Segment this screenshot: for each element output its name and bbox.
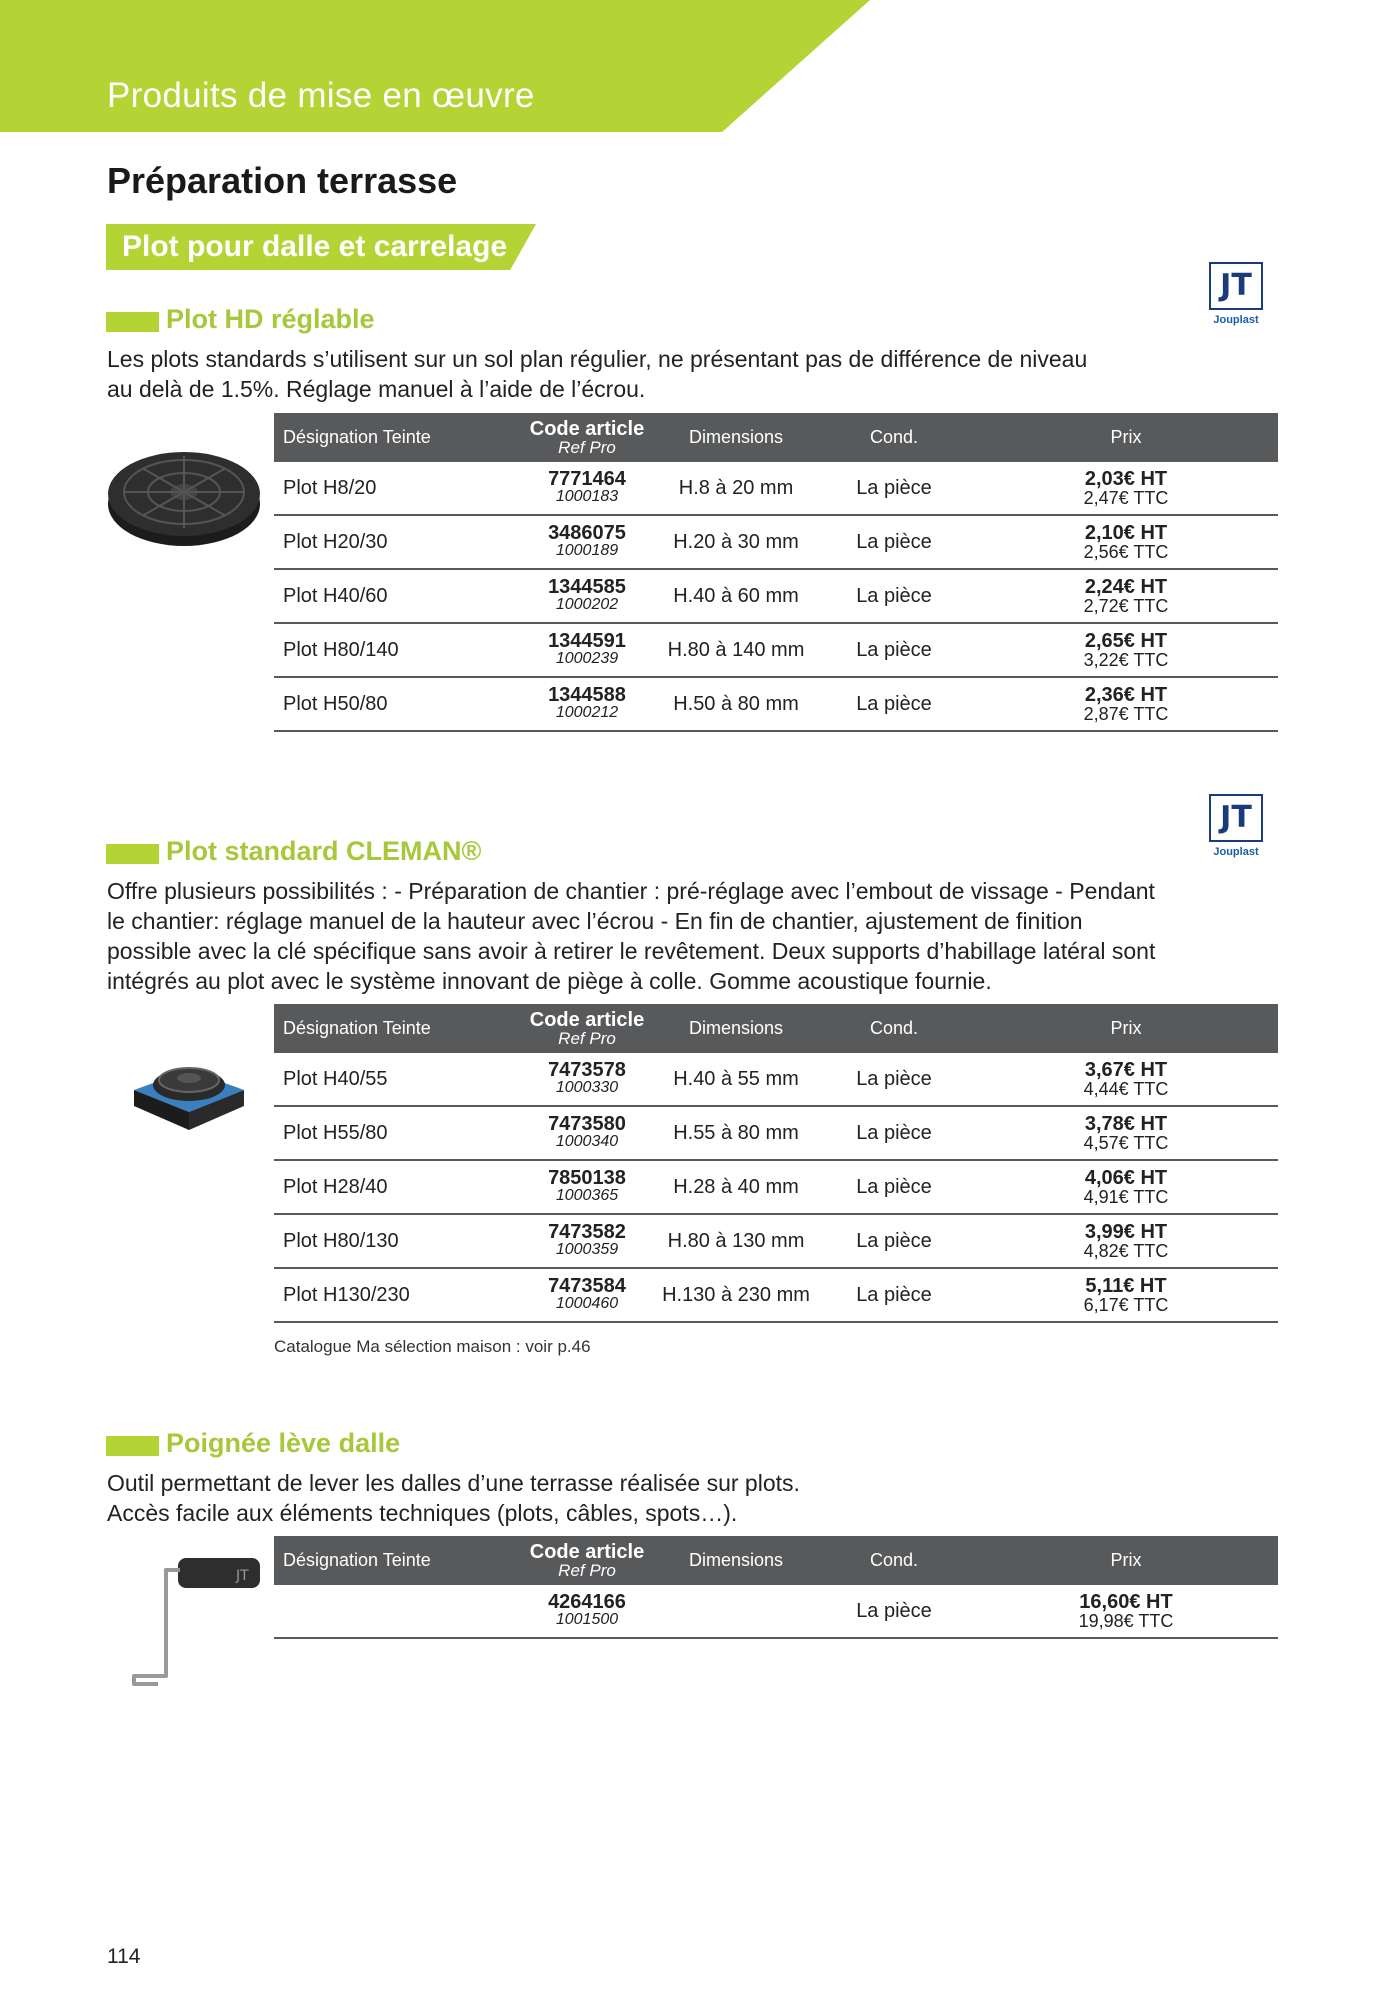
code-cell (516, 623, 658, 677)
price-cell (974, 1268, 1278, 1322)
article-code: 7850138 (548, 1167, 626, 1189)
page-title: Préparation terrasse (107, 160, 458, 201)
cond-cell: La pièce (814, 1053, 974, 1106)
cond-cell: La pièce (814, 515, 974, 569)
poignee-image (128, 1550, 268, 1700)
code-cell (516, 515, 658, 569)
price-cell (974, 1585, 1278, 1638)
price-ht: 3,99€ HT (1084, 1221, 1168, 1243)
cond-cell: La pièce (814, 569, 974, 623)
cond-cell: La pièce (814, 677, 974, 731)
jouplast-logo-mark: JT (1209, 262, 1263, 310)
header-code-label: Code article (529, 417, 645, 440)
svg-text:JT: JT (236, 1568, 249, 1584)
section-description (107, 876, 1155, 996)
article-code: 1344585 (548, 576, 626, 598)
price-ttc: 2,56€ TTC (1083, 542, 1169, 562)
ref-pro: 1000330 (555, 1079, 619, 1096)
section-description (107, 1468, 800, 1528)
table-row (274, 1268, 1278, 1322)
banner-title: Produits de mise en œuvre (107, 76, 535, 115)
dimensions-cell: H.50 à 80 mm (658, 677, 814, 731)
price-cell (974, 1053, 1278, 1106)
price-ttc: 4,44€ TTC (1083, 1079, 1169, 1099)
description-line: intégrés au plot avec le système innovant de piège à colle. Gomme acoustique fournie. (107, 968, 992, 994)
table-row (274, 1214, 1278, 1268)
section-marker (106, 1436, 159, 1456)
header-code-label: Code article (529, 1008, 645, 1031)
description-line: le chantier: réglage manuel de la hauteur avec l’écrou - En fin de chantier, ajustement de finition (107, 908, 1083, 934)
dimensions-cell: H.130 à 230 mm (658, 1268, 814, 1322)
price-ttc: 2,72€ TTC (1083, 596, 1169, 616)
article-code: 7771464 (548, 468, 626, 490)
price-cell (974, 569, 1278, 623)
price-cell (974, 515, 1278, 569)
ref-pro: 1000239 (555, 650, 619, 667)
designation-cell: Plot H55/80 (274, 1106, 516, 1160)
price-ttc: 2,47€ TTC (1083, 488, 1169, 508)
designation-cell (274, 1585, 516, 1638)
table-row (274, 1053, 1278, 1106)
price-ht: 2,03€ HT (1084, 468, 1168, 490)
designation-cell: Plot H8/20 (274, 462, 516, 515)
article-code: 7473580 (548, 1113, 626, 1135)
designation-cell: Plot H50/80 (274, 677, 516, 731)
article-code: 7473584 (548, 1275, 626, 1297)
price-ht: 16,60€ HT (1079, 1591, 1173, 1613)
header-cond: Cond. (814, 1004, 974, 1053)
table-header-row (274, 1536, 1278, 1585)
category-title: Plot pour dalle et carrelage (122, 230, 508, 263)
ref-pro: 1000359 (555, 1241, 619, 1258)
table-row (274, 677, 1278, 731)
price-ht: 4,06€ HT (1084, 1167, 1168, 1189)
section-marker (106, 312, 159, 332)
price-cell (974, 1214, 1278, 1268)
designation-cell: Plot H40/55 (274, 1053, 516, 1106)
description-line: possible avec la clé spécifique sans avoir à retirer le revêtement. Deux supports d’habillage latéral sont (107, 938, 1156, 964)
cond-cell: La pièce (814, 1160, 974, 1214)
table-row (274, 1160, 1278, 1214)
table-row (274, 1106, 1278, 1160)
price-cell (974, 462, 1278, 515)
table-row (274, 623, 1278, 677)
code-cell (516, 1053, 658, 1106)
ref-pro: 1001500 (555, 1611, 619, 1628)
designation-cell: Plot H80/140 (274, 623, 516, 677)
ref-pro: 1000460 (555, 1295, 619, 1312)
plot-cleman-image (124, 1040, 254, 1140)
article-code: 7473582 (548, 1221, 626, 1243)
price-cell (974, 1106, 1278, 1160)
price-ttc: 4,82€ TTC (1083, 1241, 1169, 1261)
price-cell (974, 623, 1278, 677)
jouplast-logo (1207, 262, 1265, 326)
jouplast-logo (1207, 794, 1265, 858)
code-cell (516, 1585, 658, 1638)
header-code (516, 1004, 658, 1053)
jouplast-logo-name: Jouplast (1213, 314, 1259, 326)
description-line: Accès facile aux éléments techniques (plots, câbles, spots…). (107, 1500, 738, 1526)
designation-cell: Plot H40/60 (274, 569, 516, 623)
header-ref-label: Ref Pro (558, 1028, 616, 1048)
header-prix: Prix (974, 1536, 1278, 1585)
ref-pro: 1000183 (555, 488, 619, 505)
header-cond: Cond. (814, 413, 974, 462)
header-code (516, 1536, 658, 1585)
price-ht: 3,67€ HT (1084, 1059, 1168, 1081)
designation-cell: Plot H130/230 (274, 1268, 516, 1322)
designation-cell: Plot H20/30 (274, 515, 516, 569)
dimensions-cell: H.28 à 40 mm (658, 1160, 814, 1214)
price-ttc: 3,22€ TTC (1083, 650, 1169, 670)
description-line: Les plots standards s’utilisent sur un sol plan régulier, ne présentant pas de différence de niveau (107, 346, 1088, 372)
designation-cell: Plot H80/130 (274, 1214, 516, 1268)
article-code: 7473578 (548, 1059, 626, 1081)
price-ht: 5,11€ HT (1085, 1275, 1167, 1297)
product-table-poignee (274, 1536, 1278, 1639)
header-prix: Prix (974, 1004, 1278, 1053)
plot-hd-image (104, 434, 264, 554)
section-description (107, 344, 1087, 404)
ref-pro: 1000340 (555, 1133, 619, 1150)
jouplast-logo-mark: JT (1209, 794, 1263, 842)
page-number: 114 (107, 1945, 141, 1968)
cond-cell: La pièce (814, 462, 974, 515)
ref-pro: 1000202 (555, 596, 619, 613)
price-ht: 2,65€ HT (1084, 630, 1168, 652)
section-title: Plot standard CLEMAN® (166, 836, 482, 866)
dimensions-cell: H.80 à 130 mm (658, 1214, 814, 1268)
dimensions-cell: H.20 à 30 mm (658, 515, 814, 569)
header-ref-label: Ref Pro (558, 437, 616, 457)
price-ht: 2,10€ HT (1084, 522, 1168, 544)
product-table-plot-cleman (274, 1004, 1278, 1323)
dimensions-cell: H.40 à 55 mm (658, 1053, 814, 1106)
cond-cell: La pièce (814, 1106, 974, 1160)
section-title: Poignée lève dalle (166, 1428, 401, 1458)
price-ht: 2,36€ HT (1084, 684, 1168, 706)
header-prix: Prix (974, 413, 1278, 462)
price-ttc: 4,57€ TTC (1083, 1133, 1169, 1153)
ref-pro: 1000212 (555, 704, 619, 721)
price-ttc: 4,91€ TTC (1083, 1187, 1169, 1207)
header-designation: Désignation Teinte (274, 1536, 516, 1585)
header-code (516, 413, 658, 462)
price-ttc: 2,87€ TTC (1083, 704, 1169, 724)
code-cell (516, 1106, 658, 1160)
price-ht: 2,24€ HT (1084, 576, 1168, 598)
header-designation: Désignation Teinte (274, 413, 516, 462)
code-cell (516, 677, 658, 731)
header-designation: Désignation Teinte (274, 1004, 516, 1053)
table-row (274, 569, 1278, 623)
description-line: au delà de 1.5%. Réglage manuel à l’aide de l’écrou. (107, 376, 646, 402)
ref-pro: 1000365 (555, 1187, 619, 1204)
section-title: Plot HD réglable (166, 304, 375, 334)
section-marker (106, 844, 159, 864)
cond-cell: La pièce (814, 1585, 974, 1638)
article-code: 1344591 (548, 630, 626, 652)
price-cell (974, 677, 1278, 731)
cond-cell: La pièce (814, 1214, 974, 1268)
price-ttc: 19,98€ TTC (1078, 1611, 1174, 1631)
article-code: 3486075 (548, 522, 626, 544)
code-cell (516, 1160, 658, 1214)
dimensions-cell (658, 1585, 814, 1638)
code-cell (516, 462, 658, 515)
header-ref-label: Ref Pro (558, 1560, 616, 1580)
code-cell (516, 569, 658, 623)
code-cell (516, 1268, 658, 1322)
cond-cell: La pièce (814, 623, 974, 677)
header-dimensions: Dimensions (658, 413, 814, 462)
jouplast-logo-name: Jouplast (1213, 846, 1259, 858)
dimensions-cell: H.80 à 140 mm (658, 623, 814, 677)
header-dimensions: Dimensions (658, 1536, 814, 1585)
description-line: Offre plusieurs possibilités : - Préparation de chantier : pré-réglage avec l’embout de vissage - Pendant (107, 878, 1155, 904)
code-cell (516, 1214, 658, 1268)
price-ttc: 6,17€ TTC (1083, 1295, 1169, 1315)
dimensions-cell: H.8 à 20 mm (658, 462, 814, 515)
header-cond: Cond. (814, 1536, 974, 1585)
header-dimensions: Dimensions (658, 1004, 814, 1053)
article-code: 4264166 (548, 1591, 626, 1613)
table-header-row (274, 1004, 1278, 1053)
dimensions-cell: H.40 à 60 mm (658, 569, 814, 623)
cond-cell: La pièce (814, 1268, 974, 1322)
table-row (274, 1585, 1278, 1638)
designation-cell: Plot H28/40 (274, 1160, 516, 1214)
product-table-plot-hd (274, 413, 1278, 732)
catalogue-note: Catalogue Ma sélection maison : voir p.46 (274, 1337, 591, 1356)
table-row (274, 515, 1278, 569)
price-cell (974, 1160, 1278, 1214)
description-line: Outil permettant de lever les dalles d’une terrasse réalisée sur plots. (107, 1470, 800, 1496)
price-ht: 3,78€ HT (1084, 1113, 1168, 1135)
table-row (274, 462, 1278, 515)
dimensions-cell: H.55 à 80 mm (658, 1106, 814, 1160)
ref-pro: 1000189 (555, 542, 619, 559)
header-code-label: Code article (529, 1540, 645, 1563)
article-code: 1344588 (548, 684, 626, 706)
table-header-row (274, 413, 1278, 462)
